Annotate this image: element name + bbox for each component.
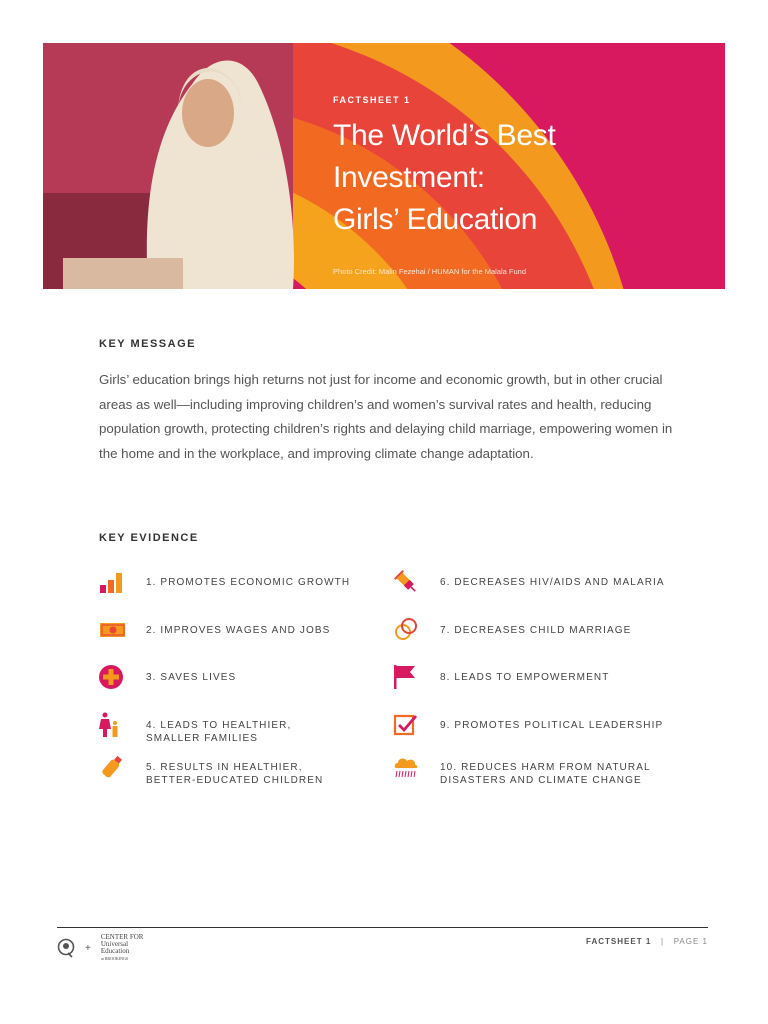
evidence-label: 4. LEADS TO HEALTHIER, SMALLER FAMILIES: [146, 720, 292, 744]
evidence-label: 10. REDUCES HARM FROM NATURAL DISASTERS AND CLIMATE CHANGE: [440, 762, 651, 786]
baby-bottle-icon: [99, 754, 125, 780]
footer-logos: [57, 934, 143, 962]
evidence-label: 5. RESULTS IN HEALTHIER, BETTER-EDUCATED CHILDREN: [146, 762, 324, 786]
flag-icon: [393, 664, 419, 690]
syringe-icon: [393, 569, 419, 595]
brookings-cue-logo: [101, 934, 144, 962]
evidence-item: [393, 712, 663, 738]
footer-separator: |: [660, 937, 665, 946]
factsheet-kicker: FACTSHEET 1: [333, 95, 411, 105]
footer-page-number: PAGE 1: [673, 937, 708, 946]
title-line: The World’s Best: [333, 119, 556, 152]
evidence-label: 2. IMPROVES WAGES AND JOBS: [146, 625, 331, 636]
hero-text: [333, 95, 556, 241]
evidence-item: [99, 664, 236, 690]
title-line: Investment:: [333, 161, 485, 194]
logo-plus: +: [85, 942, 91, 954]
evidence-item: [99, 617, 330, 643]
rings-icon: [393, 617, 419, 643]
portrait-photo: [43, 43, 294, 289]
key-evidence-heading: KEY EVIDENCE: [99, 532, 199, 544]
hero-banner: [43, 43, 725, 289]
logo-line: CENTER FOR: [100, 933, 144, 941]
footer-page-info: [586, 937, 708, 946]
family-icon: [99, 712, 125, 738]
logo-line: Education: [100, 947, 130, 955]
logo-line: at BROOKINGS: [100, 956, 129, 961]
rain-cloud-icon: [393, 754, 419, 780]
evidence-item: [99, 569, 350, 595]
evidence-label: 8. LEADS TO EMPOWERMENT: [440, 672, 610, 683]
bar-chart-icon: [99, 569, 125, 595]
evidence-item: [393, 664, 609, 690]
malala-fund-logo-icon: [57, 938, 75, 958]
evidence-item: [393, 617, 631, 643]
title-line: Girls’ Education: [333, 203, 538, 236]
key-message-body: Girls’ education brings high returns not just for income and economic growth, but in other crucial areas as well—including improving children’s and women’s survival rates and health, reducing population growth, protecting children’s rights and delaying child marriage, empowering women in the home and in the workplace, and improving climate change adaptation.: [99, 372, 673, 462]
evidence-label: 1. PROMOTES ECONOMIC GROWTH: [146, 577, 351, 588]
money-icon: [99, 617, 125, 643]
evidence-item: [99, 712, 291, 745]
evidence-label: 7. DECREASES CHILD MARRIAGE: [440, 625, 632, 636]
footer-rule: [57, 927, 708, 928]
evidence-item: [393, 569, 665, 595]
photo-credit: Photo Credit: Malin Fezehai / HUMAN for the Malala Fund: [333, 267, 526, 276]
evidence-label: 6. DECREASES HIV/AIDS AND MALARIA: [440, 577, 665, 588]
logo-line: Universal: [100, 940, 129, 948]
checkbox-icon: [393, 712, 419, 738]
key-message-heading: KEY MESSAGE: [99, 338, 196, 350]
health-cross-icon: [99, 664, 125, 690]
evidence-item: [393, 754, 651, 787]
footer-factsheet: FACTSHEET 1: [586, 937, 652, 946]
hero-title: [333, 115, 556, 241]
evidence-item: [99, 754, 323, 787]
evidence-label: 9. PROMOTES POLITICAL LEADERSHIP: [440, 720, 664, 731]
evidence-label: 3. SAVES LIVES: [146, 672, 237, 683]
